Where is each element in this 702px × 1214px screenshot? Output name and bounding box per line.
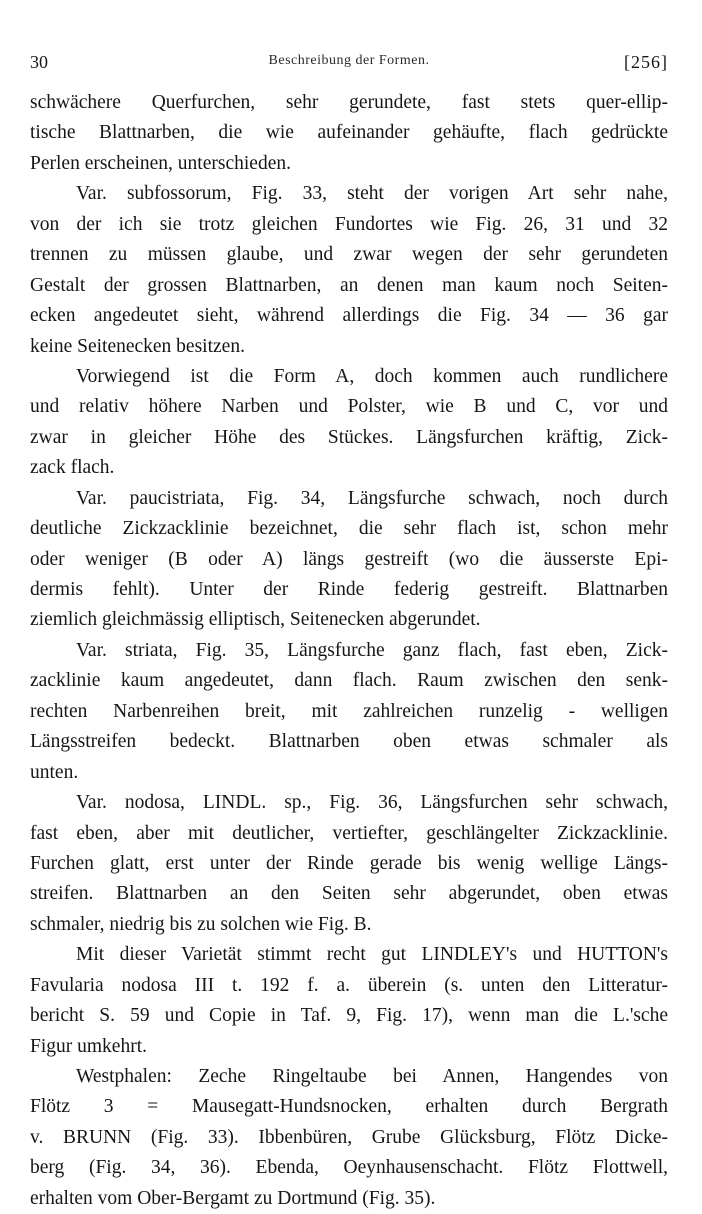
text-line: Westphalen: Zeche Ringeltaube bei Annen, Hangendes von <box>76 1066 668 1087</box>
text-line: keine Seitenecken besitzen. <box>30 335 245 357</box>
text-line: bericht S. 59 und Copie in Taf. 9, Fig. 17), wenn man die L.'sche <box>30 1005 668 1027</box>
text-line: deutliche Zickzacklinie bezeichnet, die sehr flach ist, schon mehr <box>30 518 668 540</box>
text-line: Var. striata, Fig. 35, Längsfurche ganz flach, fast eben, Zick- <box>76 639 668 661</box>
text-line: Figur umkehrt. <box>30 1035 147 1057</box>
text-line: zack flach. <box>30 457 115 479</box>
text-line: von der ich sie trotz gleichen Fundortes wie Fig. 26, 31 und 32 <box>30 213 668 235</box>
text-line: schwächere Querfurchen, sehr gerundete, fast stets quer-ellip- <box>30 92 668 113</box>
text-line: zwar in gleicher Höhe des Stückes. Längsfurchen kräftig, Zick- <box>30 426 668 448</box>
page-header <box>30 52 668 76</box>
text-line: ziemlich gleichmässig elliptisch, Seitenecken abgerundet. <box>30 609 481 631</box>
text-line: fast eben, aber mit deutlicher, vertiefter, geschlängelter Zickzacklinie. <box>30 822 668 844</box>
text-line: Var. paucistriata, Fig. 34, Längsfurche schwach, noch durch <box>76 487 668 509</box>
text-line: Mit dieser Varietät stimmt recht gut LINDLEY's und HUTTON's <box>76 944 668 966</box>
text-line: Favularia nodosa III t. 192 f. a. überein (s. unten den Litteratur- <box>30 974 668 996</box>
text-line: zacklinie kaum angedeutet, dann flach. Raum zwischen den senk- <box>30 670 668 692</box>
body-text <box>30 88 668 1214</box>
text-line: rechten Narbenreihen breit, mit zahlreichen runzelig - welligen <box>30 700 668 722</box>
text-line: Vorwiegend ist die Form A, doch kommen auch rundlichere <box>76 365 668 387</box>
text-line: Flötz 3 = Mausegatt-Hundsnocken, erhalten durch Bergrath <box>30 1096 668 1118</box>
text-line: Var. subfossorum, Fig. 33, steht der vorigen Art sehr nahe, <box>76 183 668 205</box>
text-line: schmaler, niedrig bis zu solchen wie Fig. B. <box>30 913 372 935</box>
text-line: v. BRUNN (Fig. 33). Ibbenbüren, Grube Glücksburg, Flötz Dicke- <box>30 1126 668 1148</box>
text-line: trennen zu müssen glaube, und zwar wegen der sehr gerundeten <box>30 244 668 266</box>
page-number: 30 <box>30 52 48 72</box>
text-line: Var. nodosa, LINDL. sp., Fig. 36, Längsfurchen sehr schwach, <box>76 792 668 814</box>
text-line: und relativ höhere Narben und Polster, wie B und C, vor und <box>30 396 668 418</box>
text-line: tische Blattnarben, die wie aufeinander gehäufte, flach gedrückte <box>30 122 668 144</box>
text-line: berg (Fig. 34, 36). Ebenda, Oeynhausenschacht. Flötz Flottwell, <box>30 1157 668 1179</box>
bracketed-page-reference: [256] <box>624 52 668 72</box>
text-line: Gestalt der grossen Blattnarben, an denen man kaum noch Seiten- <box>30 274 668 296</box>
text-line: oder weniger (B oder A) längs gestreift (wo die äusserste Epi- <box>30 548 668 570</box>
text-line: streifen. Blattnarben an den Seiten sehr abgerundet, oben etwas <box>30 883 668 905</box>
text-line: ecken angedeutet sieht, während allerdings die Fig. 34 — 36 gar <box>30 305 668 327</box>
text-line: Längsstreifen bedeckt. Blattnarben oben etwas schmaler als <box>30 731 668 753</box>
text-line: dermis fehlt). Unter der Rinde federig gestreift. Blattnarben <box>30 579 668 600</box>
text-line: unten. <box>30 761 79 783</box>
text-line: Furchen glatt, erst unter der Rinde gerade bis wenig wellige Längs- <box>30 852 668 874</box>
text-line: erhalten vom Ober-Bergamt zu Dortmund (Fig. 35). <box>30 1187 436 1209</box>
text-line: Perlen erscheinen, unterschieden. <box>30 152 291 174</box>
running-title: Beschreibung der Formen. <box>268 53 430 68</box>
